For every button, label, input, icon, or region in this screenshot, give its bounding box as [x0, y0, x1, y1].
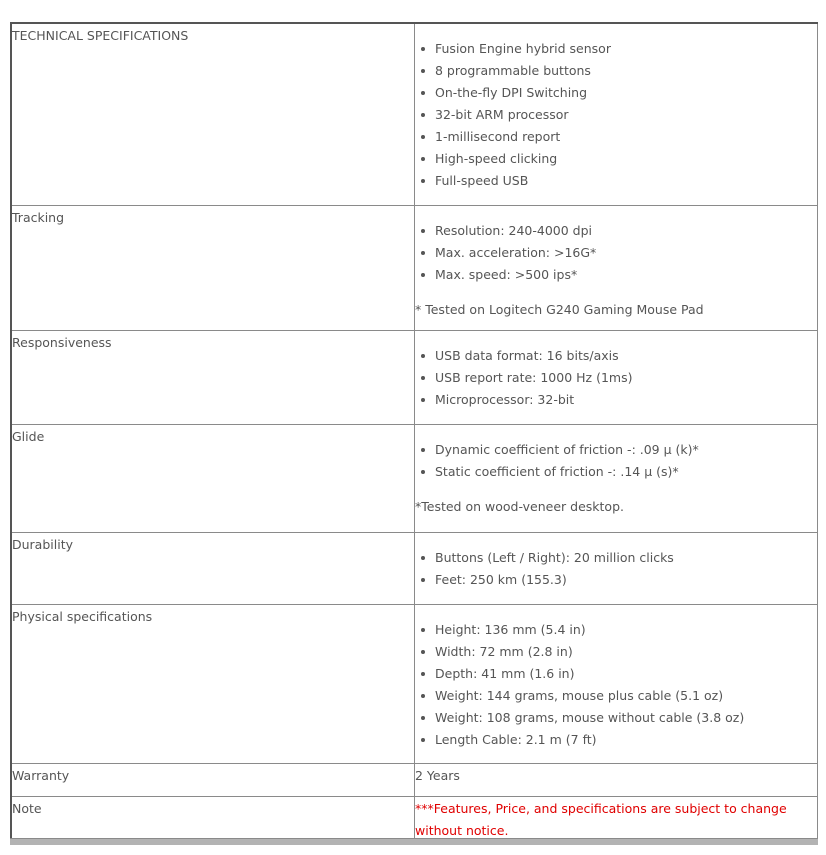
- row-label: Durability: [11, 533, 415, 605]
- row-label: Physical specifications: [11, 605, 415, 764]
- row-value: [415, 797, 818, 843]
- spec-list: [415, 38, 817, 192]
- table-row-technical-specifications: [11, 23, 818, 206]
- tracking-footnote: * Tested on Logitech G240 Gaming Mouse Pad: [415, 302, 704, 317]
- table-row-warranty: [11, 764, 818, 797]
- note-text: ***Features, Price, and specifications are subject to change without notice.: [415, 801, 787, 838]
- row-value: [415, 23, 818, 206]
- list-item: Buttons (Left / Right): 20 million clicks: [435, 547, 817, 569]
- list-item: Static coefficient of friction -: .14 µ (s)*: [435, 461, 817, 483]
- list-item: Depth: 41 mm (1.6 in): [435, 663, 817, 685]
- list-item: USB report rate: 1000 Hz (1ms): [435, 367, 817, 389]
- list-item: High-speed clicking: [435, 148, 817, 170]
- list-item: Dynamic coefficient of friction -: .09 µ (k)*: [435, 439, 817, 461]
- row-label: Glide: [11, 425, 415, 533]
- list-item: 1-millisecond report: [435, 126, 817, 148]
- spec-list: [415, 345, 817, 411]
- row-value: [415, 533, 818, 605]
- list-item: Resolution: 240-4000 dpi: [435, 220, 817, 242]
- list-item: Height: 136 mm (5.4 in): [435, 619, 817, 641]
- list-item: Length Cable: 2.1 m (7 ft): [435, 729, 817, 751]
- spec-list: [415, 547, 817, 591]
- list-item: On-the-fly DPI Switching: [435, 82, 817, 104]
- list-item: Feet: 250 km (155.3): [435, 569, 817, 591]
- list-item: Max. acceleration: >16G*: [435, 242, 817, 264]
- spec-list: [415, 619, 817, 751]
- spec-list: [415, 439, 817, 483]
- row-value: [415, 206, 818, 331]
- list-item: USB data format: 16 bits/axis: [435, 345, 817, 367]
- specifications-table: [10, 22, 818, 843]
- warranty-value: 2 Years: [415, 764, 818, 797]
- spec-list: [415, 220, 817, 286]
- list-item: Weight: 144 grams, mouse plus cable (5.1 oz): [435, 685, 817, 707]
- list-item: Max. speed: >500 ips*: [435, 264, 817, 286]
- table-row-note: [11, 797, 818, 843]
- table-bottom-border: [10, 838, 818, 845]
- table-row-responsiveness: [11, 331, 818, 425]
- row-label: Note: [11, 797, 415, 843]
- list-item: Width: 72 mm (2.8 in): [435, 641, 817, 663]
- list-item: 8 programmable buttons: [435, 60, 817, 82]
- row-label: Warranty: [11, 764, 415, 797]
- list-item: Microprocessor: 32-bit: [435, 389, 817, 411]
- row-label: Tracking: [11, 206, 415, 331]
- table-row-physical-specifications: [11, 605, 818, 764]
- table-row-tracking: [11, 206, 818, 331]
- row-label: Responsiveness: [11, 331, 415, 425]
- row-value: [415, 425, 818, 533]
- row-label: TECHNICAL SPECIFICATIONS: [11, 23, 415, 206]
- glide-footnote: *Tested on wood-veneer desktop.: [415, 499, 624, 514]
- table-row-durability: [11, 533, 818, 605]
- row-value: [415, 331, 818, 425]
- row-value: [415, 605, 818, 764]
- list-item: Weight: 108 grams, mouse without cable (3.8 oz): [435, 707, 817, 729]
- list-item: Fusion Engine hybrid sensor: [435, 38, 817, 60]
- table-row-glide: [11, 425, 818, 533]
- list-item: 32-bit ARM processor: [435, 104, 817, 126]
- list-item: Full-speed USB: [435, 170, 817, 192]
